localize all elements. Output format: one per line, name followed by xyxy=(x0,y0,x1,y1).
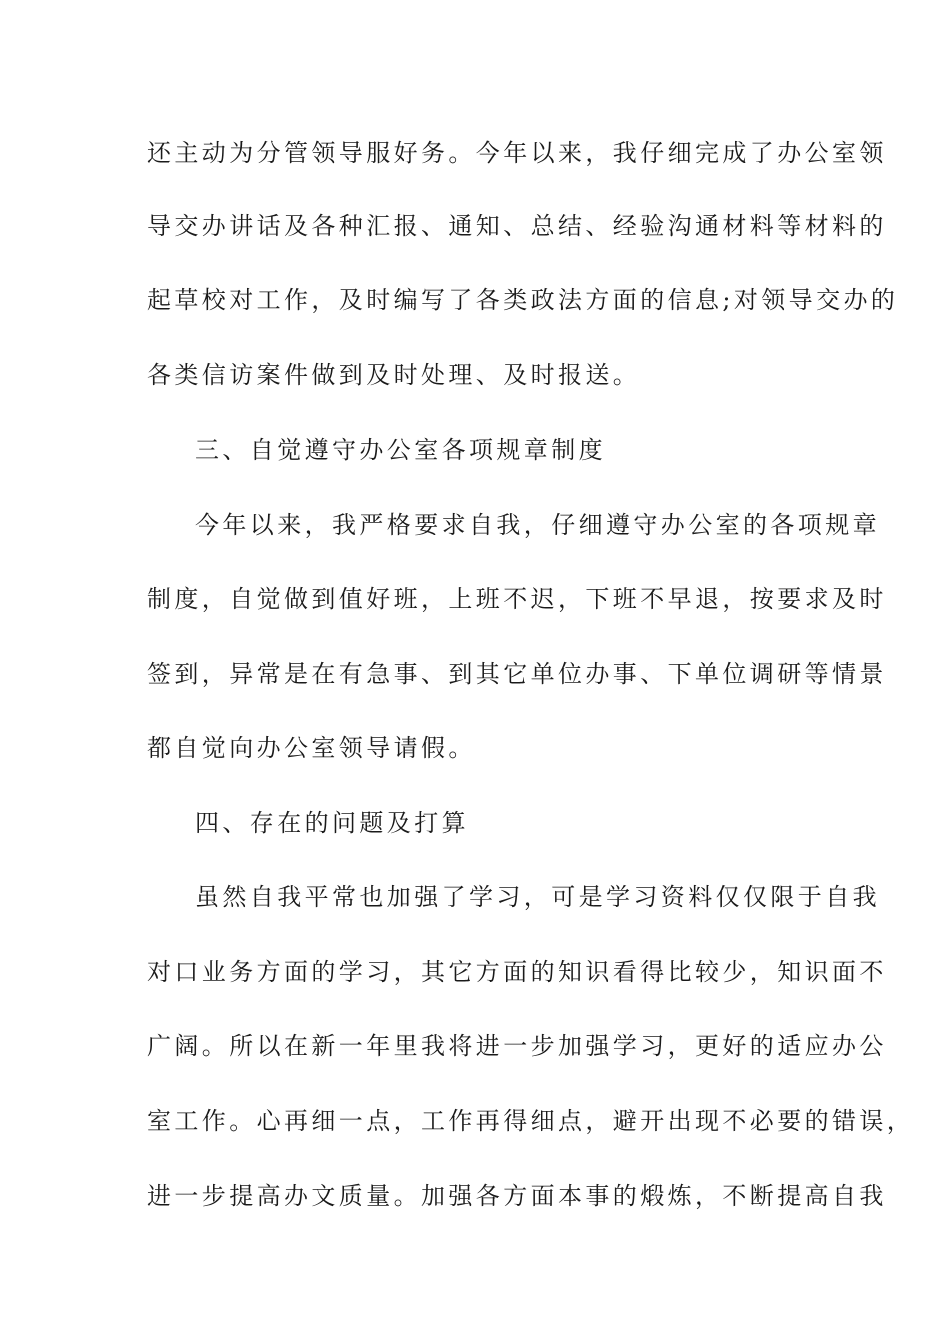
body-text-line: 制度，自觉做到值好班，上班不迟，下班不早退，按要求及时 xyxy=(147,585,887,613)
body-text-line: 对口业务方面的学习，其它方面的知识看得比较少，知识面不 xyxy=(147,958,887,986)
paragraph-first-line: 今年以来，我严格要求自我，仔细遵守办公室的各项规章 xyxy=(195,511,880,539)
body-text-line: 还主动为分管领导服好务。今年以来，我仔细完成了办公室领 xyxy=(147,139,887,167)
body-text-line: 导交办讲话及各种汇报、通知、总结、经验沟通材料等材料的 xyxy=(147,212,887,240)
paragraph-first-line: 虽然自我平常也加强了学习，可是学习资料仅仅限于自我 xyxy=(195,883,880,911)
body-text-line: 各类信访案件做到及时处理、及时报送。 xyxy=(147,361,641,389)
section-heading: 三、自觉遵守办公室各项规章制度 xyxy=(195,436,606,464)
section-heading: 四、存在的问题及打算 xyxy=(195,809,469,837)
body-text-line: 都自觉向办公室领导请假。 xyxy=(147,734,476,762)
body-text-line: 广阔。所以在新一年里我将进一步加强学习，更好的适应办公 xyxy=(147,1032,887,1060)
body-text-line: 签到，异常是在有急事、到其它单位办事、下单位调研等情景 xyxy=(147,660,887,688)
body-text-line: 进一步提高办文质量。加强各方面本事的煅炼，不断提高自我 xyxy=(147,1182,887,1210)
body-text-line: 室工作。心再细一点，工作再得细点，避开出现不必要的错误， xyxy=(147,1107,915,1135)
body-text-line: 起草校对工作，及时编写了各类政法方面的信息;对领导交办的 xyxy=(147,286,899,314)
